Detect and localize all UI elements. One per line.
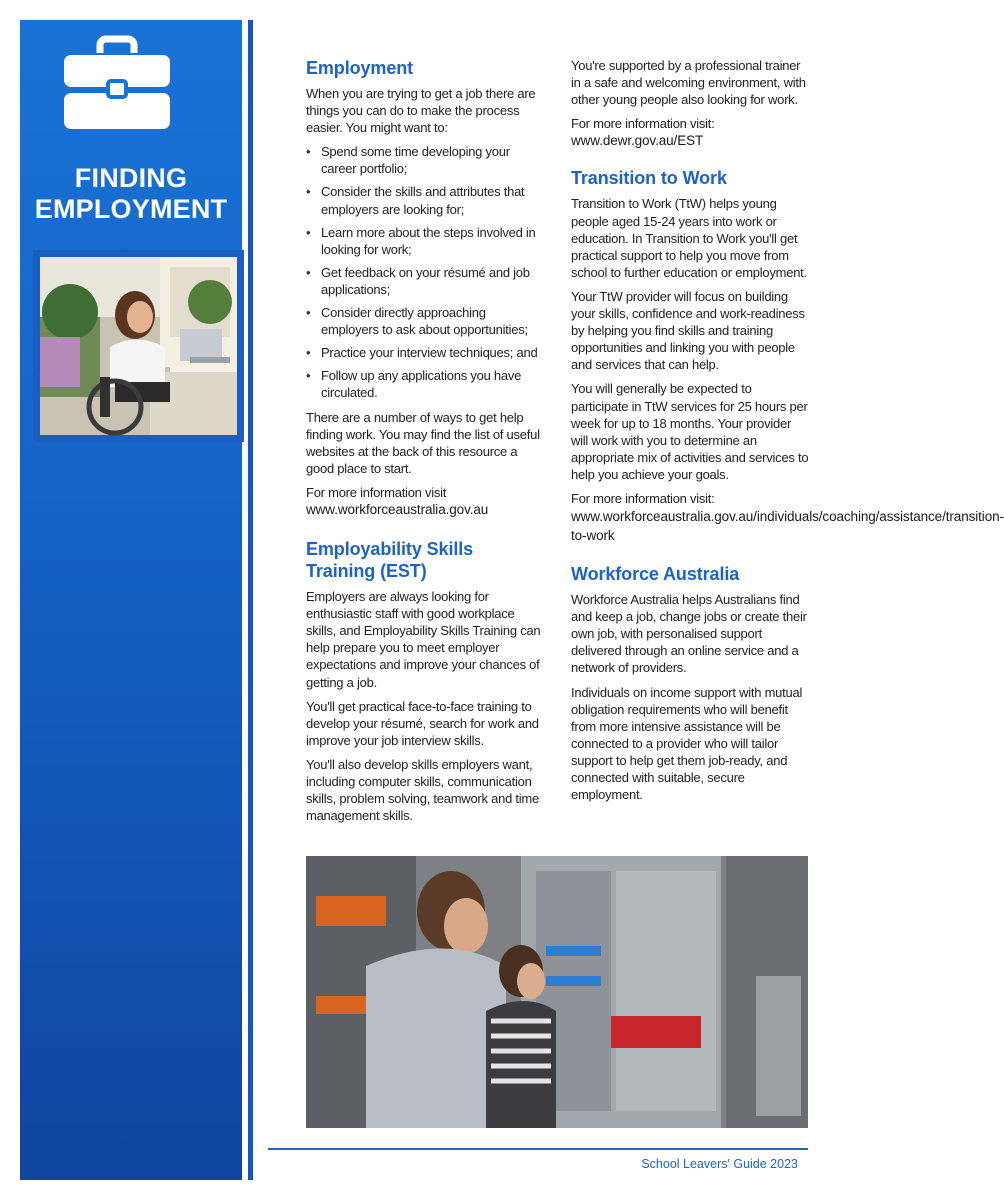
- est-more-link[interactable]: www.dewr.gov.au/EST: [571, 133, 704, 149]
- ttw-more-link[interactable]: www.workforceaustralia.gov.au/individuals/coaching/assistance/transition-to-work: [571, 509, 1004, 544]
- ttw-para-3: You will generally be expected to participate in TtW services for 25 hours per week for up to 18 months. Your provider will work with you to determine an appropriate mix of activities and services to help you achieve your goals.: [571, 381, 809, 482]
- heading-est: Employability Skills Training (EST): [306, 539, 474, 582]
- heading-transition-to-work: Transition to Work: [571, 168, 727, 189]
- list-item: • Consider directly approaching employers to ask about opportunities;: [306, 304, 546, 338]
- est-more-label: For more information visit:: [571, 116, 715, 132]
- est-para-1: Employers are always looking for enthusiastic staff with good workplace skills, and Employability Skills Training can help prepare you to meet employer expectations and improve your chances of getting a job.: [306, 589, 541, 690]
- ttw-para-2: Your TtW provider will focus on building your skills, confidence and work-readiness by helping you find skills and training opportunities and linking you with people and services that can help.: [571, 288, 805, 373]
- list-item: • Consider the skills and attributes that employers are looking for;: [306, 183, 546, 217]
- wa-para-1: Workforce Australia helps Australians find and keep a job, change jobs or create their own job, with personalised support delivered through an online service and a network of providers.: [571, 592, 807, 676]
- photo-woman-wheelchair: [40, 257, 237, 435]
- employment-intro: When you are trying to get a job there are things you can do to make the process easier. You might want to:: [306, 86, 536, 136]
- est-para-4: You're supported by a professional trainer in a safe and welcoming environment, with other young people also looking for work.: [571, 58, 806, 108]
- column-left: [306, 57, 546, 831]
- heading-workforce-australia: Workforce Australia: [571, 564, 740, 585]
- list-item: • Spend some time developing your career portfolio;: [306, 143, 546, 177]
- ttw-more-label: For more information visit:: [571, 490, 715, 506]
- footer-rule: [268, 1148, 808, 1150]
- sidebar-divider: [248, 20, 253, 1180]
- column-right: [571, 57, 1004, 810]
- list-item: • Practice your interview techniques; and: [306, 344, 546, 361]
- title-line-1: FINDING: [74, 163, 188, 193]
- list-item: • Get feedback on your résumé and job applications;: [306, 264, 546, 298]
- photo-students-electrical-panel: [306, 856, 808, 1128]
- est-para-2: You'll get practical face-to-face training to develop your résumé, search for work and improve your job interview skills.: [306, 698, 539, 748]
- title-line-2: EMPLOYMENT: [34, 194, 228, 224]
- employment-tips-list: [306, 143, 546, 401]
- heading-employment: Employment: [306, 58, 414, 78]
- employment-more-link[interactable]: www.workforceaustralia.gov.au: [306, 501, 489, 517]
- est-para-3: You'll also develop skills employers want, including computer skills, communication skills, problem solving, teamwork and time management skills.: [306, 756, 539, 824]
- page-title: [20, 163, 242, 225]
- footer-guide-title: School Leavers' Guide 2023: [641, 1157, 798, 1171]
- sidebar-photo-frame: [33, 250, 244, 442]
- ttw-para-1: Transition to Work (TtW) helps young people aged 15-24 years into work or education. In Transition to Work you'll get practical support to help you move from school to further education or employment.: [571, 196, 807, 280]
- list-item: • Follow up any applications you have circulated.: [306, 367, 546, 401]
- wa-para-2: Individuals on income support with mutual obligation requirements who will benefit from more intensive assistance will be connected to a provider who will tailor support to help get them job-ready, and connected with suitable, secure employment.: [571, 684, 803, 803]
- employment-para-2: There are a number of ways to get help finding work. You may find the list of useful websites at the back of this resource a good place to start.: [306, 409, 540, 476]
- employment-more-label: For more information visit: [306, 484, 447, 500]
- list-item: • Learn more about the steps involved in looking for work;: [306, 224, 546, 258]
- briefcase-icon: [62, 37, 172, 131]
